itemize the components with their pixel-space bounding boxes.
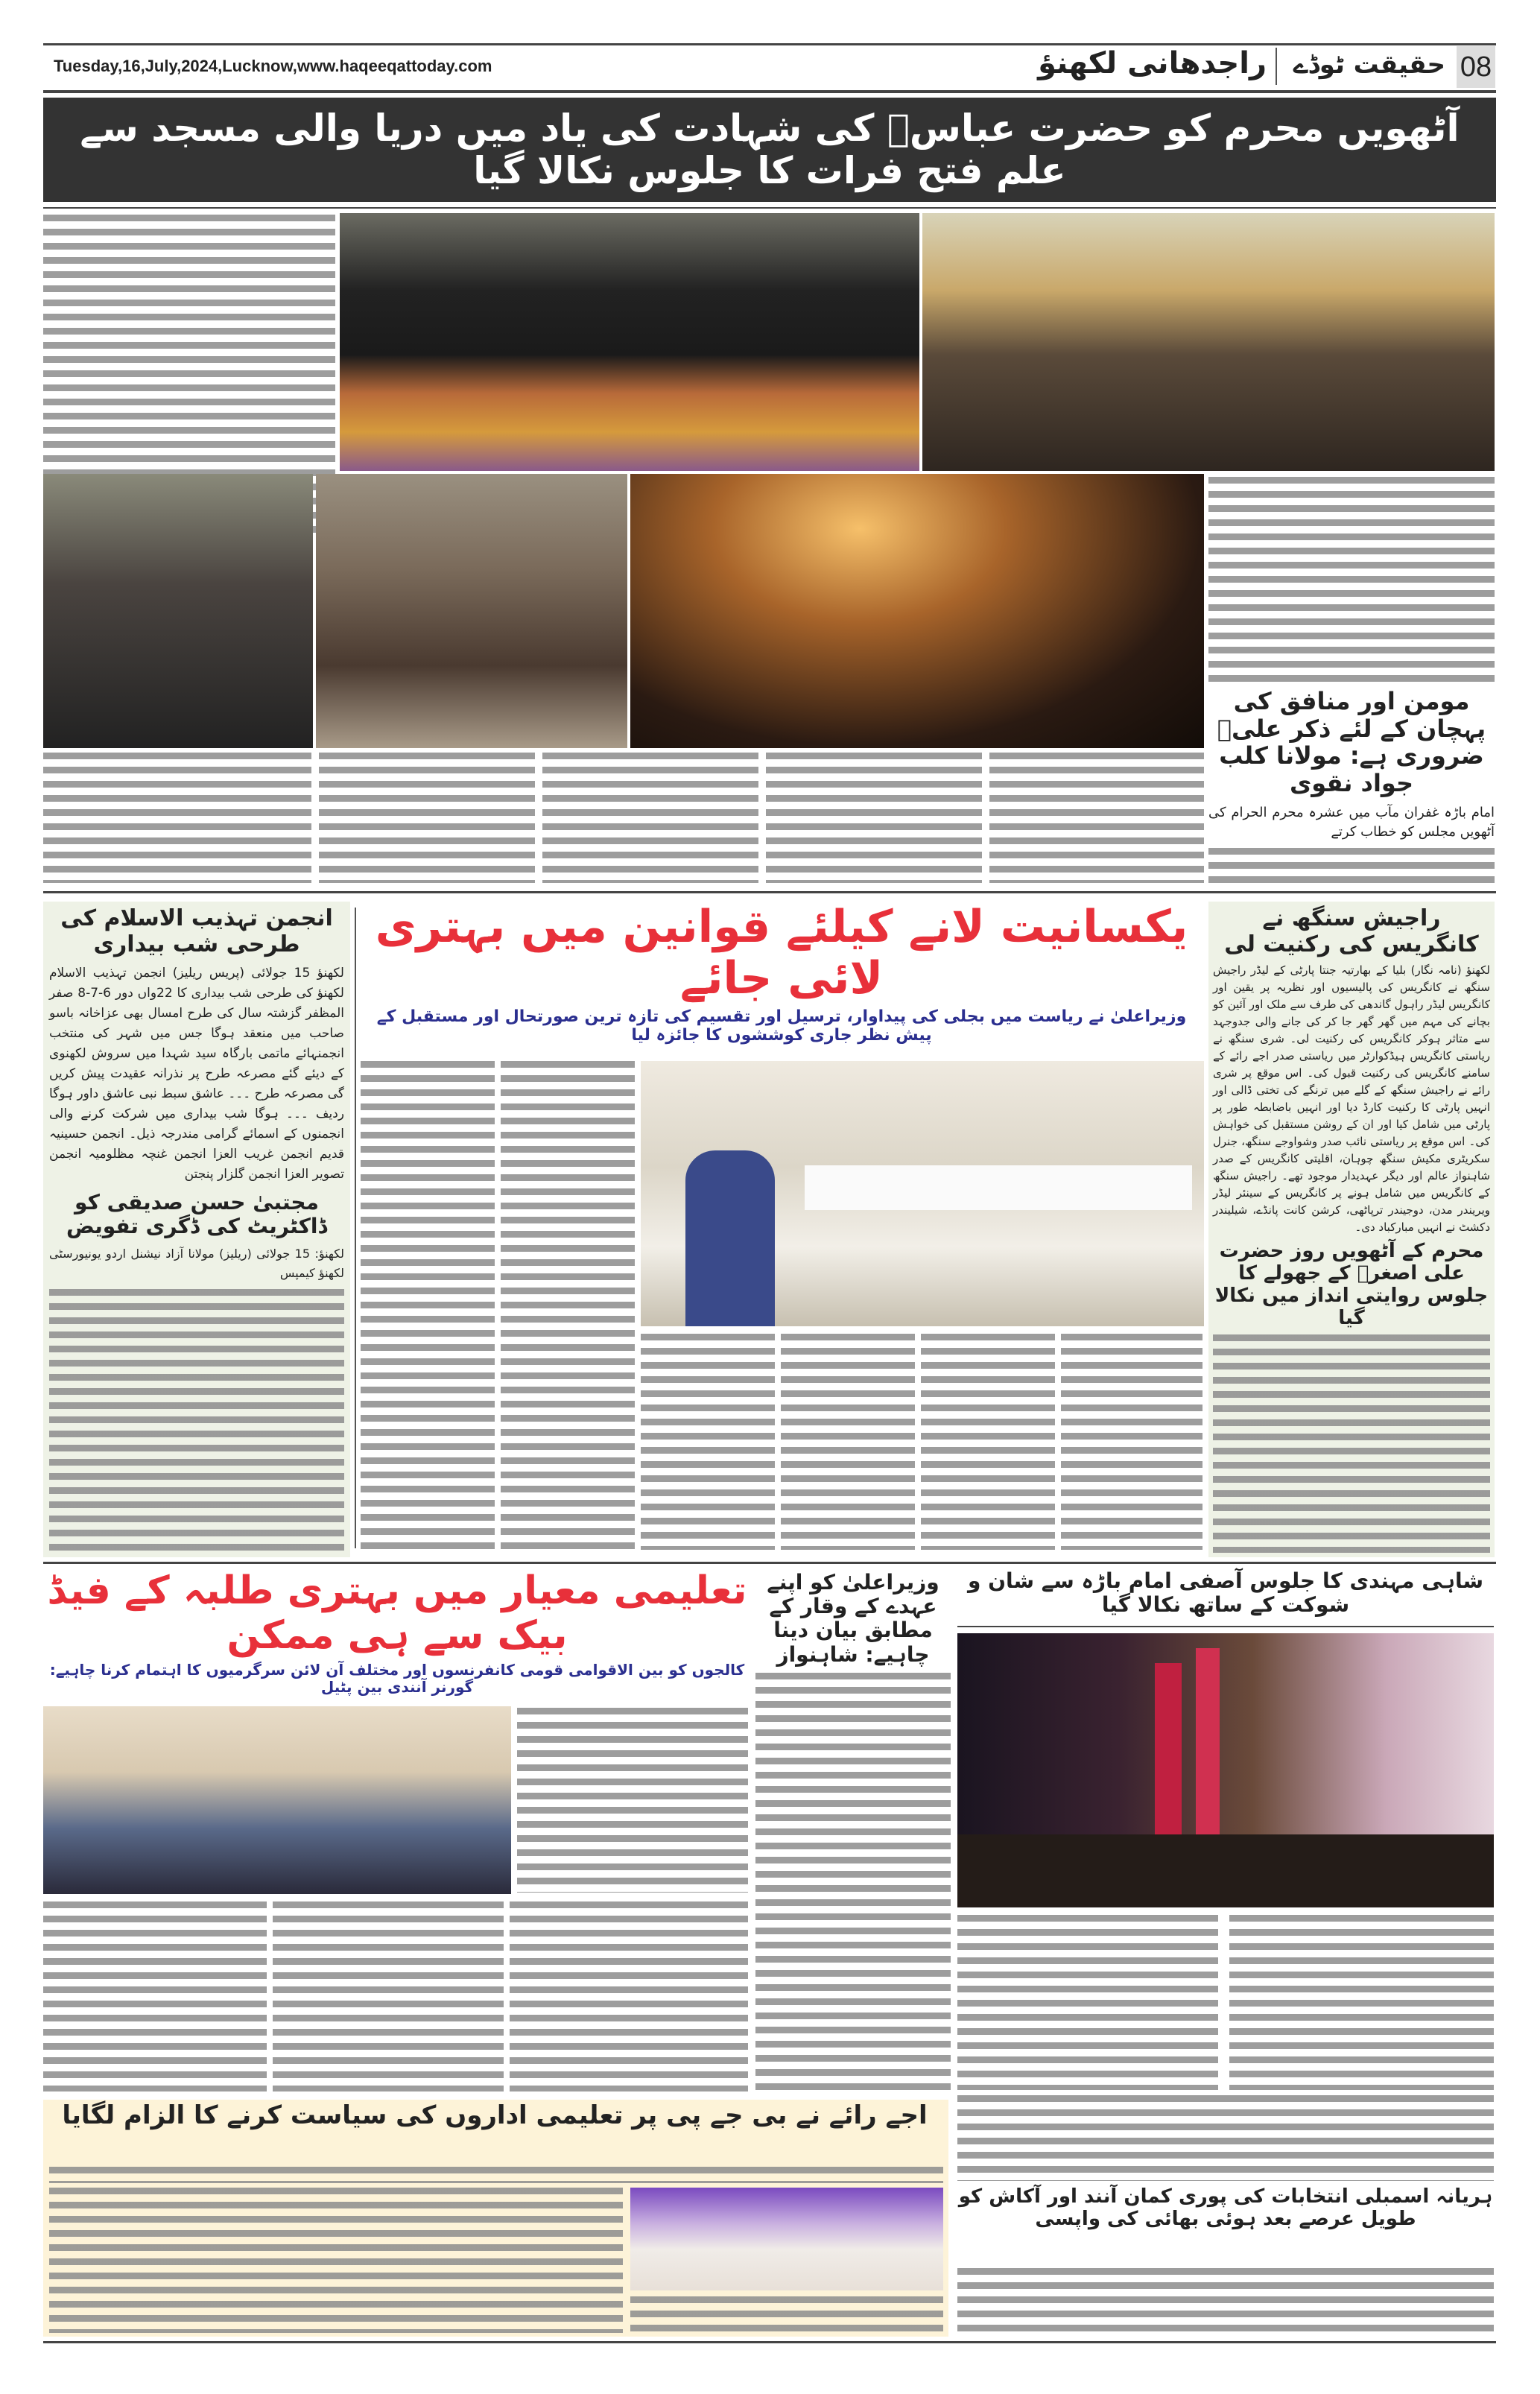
uniformity-text-col-5 — [921, 1334, 1055, 1550]
uniformity-text-col-3 — [641, 1334, 775, 1550]
uniformity-text-col-4 — [781, 1334, 915, 1550]
anjuman-body: لکھنؤ 15 جولائی (پریس ریلیز) انجمن تہذیب الاسلام لکھنؤ کی طرحی شب بیداری کا 22واں دور 6-7-8 صفر المظفر گزشتہ سال کی طرح امسال بھی عزاخانہ باسو صاحب میں منعقد ہوگا جس میں شہر کی منتخب انجمنہائے ماتمی بارگاہ سید شہدا میں سروش لکھنوی کے دیئے گئے مصرعہ طرح پر نذرانہ عقیدت پیش کریں گی مصرعہ طرح ۔۔۔ عاشق سبط نبی عاشق داور ہوگا ردیف ۔۔۔ ہوگا شب بیداری میں شرکت کرنے والی انجمنوں کے اسمائے گرامی مندرجہ ذیل۔ انجمن حسینیہ قدیم انجمن غریب العزا انجمن غنچہ مظلومیہ انجمن تصویر العزا انجمن گلزار پنجتن — [49, 966, 344, 1182]
momin-text-top — [1208, 477, 1495, 682]
lead-text-col-1 — [43, 753, 311, 883]
photo-decoration — [1196, 1648, 1220, 1849]
photo-decoration — [1155, 1663, 1182, 1857]
photo-mourners — [340, 213, 919, 471]
lead-headline-band — [43, 98, 1496, 202]
shahi-text-bottom — [957, 2095, 1494, 2181]
photo-alam-crowd — [630, 474, 1204, 748]
lead-text-col-5 — [989, 753, 1204, 883]
dateline: Tuesday,16,July,2024,Lucknow,www.haqeeqattoday.com — [54, 57, 492, 75]
lead-headline: آٹھویں محرم کو حضرت عباسؑ کی شہادت کی یاد میں دریا والی مسجد سے علم فتح فرات کا جلوس نکالا گیا — [80, 106, 1460, 192]
photo-matam — [316, 474, 627, 748]
education-text-top — [517, 1708, 748, 1893]
haryana-text — [957, 2268, 1494, 2335]
section-rule-2 — [43, 1562, 1496, 1564]
uniformity-text-col-2 — [501, 1061, 635, 1549]
photo-table — [805, 1165, 1192, 1210]
uniformity-text-col-1 — [361, 1061, 495, 1549]
mujtaba-first-line: لکھنؤ: 15 جولائی (ریلیز) مولانا آزاد نیشنل اردو یونیورسٹی لکھنؤ کیمپس — [49, 1247, 345, 1281]
ajay-rai-headline: اجے رائے نے بی جے پی پر تعلیمی اداروں کی سیاست کرنے کا الزام لگایا — [62, 2100, 928, 2130]
education-headline: تعلیمی معیار میں بہتری طلبہ کے فیڈ بیک سے ہی ممکن — [47, 1568, 747, 1658]
left-news-box — [43, 902, 350, 1557]
haryana-headline: ہریانہ اسمبلی انتخابات کی پوری کمان آنند اور آکاش کو طویل عرصے بعد ہوئی بھائی کی واپسی — [958, 2185, 1493, 2230]
rajesh-headline: راجیش سنگھ نے کانگریس کی رکنیت لی — [1224, 905, 1479, 957]
shahi-text-col-2 — [1229, 1915, 1494, 2090]
section-rule-1 — [43, 891, 1496, 893]
ajay-rai-text-top — [49, 2167, 943, 2183]
shahnawaz-text — [755, 1673, 951, 2092]
column-divider — [355, 908, 356, 1548]
uniformity-text-col-6 — [1061, 1334, 1202, 1550]
photo-shahi-mehndi — [957, 1633, 1494, 1907]
momin-text-bottom — [1208, 848, 1495, 884]
photo-person — [685, 1150, 775, 1326]
education-text-col-1 — [43, 1901, 267, 2091]
rajesh-body: لکھنؤ (نامہ نگار) بلیا کے بھارتیہ جنتا پارٹی کے لیڈر راجیش سنگھ نے کانگریس کی پالیسیوں اور نظریہ پر یقین اور کانگریس لیڈر راہول گاندھی کی طرف سے ملک اور آئین کو بچانے کی مہم میں گھر گھر جا کر کی جانے والی جدوجہد سے متاثر ہوکر کانگریس کی رکنیت لی۔ شری سنگھ نے ریاستی کانگریس ہیڈکوارٹر میں ریاستی صدر اجے رائے کے سامنے کانگریس کی رکنیت قبول کی۔ اس موقع پر شری رائے نے راجیش سنگھ کے گلے میں ترنگے کی تختی ڈالی اور انہیں پارٹی کا رکنیت کارڈ دیا اور انہیں باضابطہ طور پر پارٹی میں شامل کیا اور ان کے روشن مستقبل کی خواہش کی۔ اس موقع پر ریاستی نائب صدر وشواوجے سنگھ، جنرل سکریٹری مکیش سنگھ چوہان، اقلیتی کانگریس کے صدر شاہنواز عالم اور دیگر عہدیدار موجود تھے۔ راجیش سنگھ کے کانگریس میں شامل ہونے پر کانگریس کے سینئر لیڈر ویریندر مدن، دوجیندر ترپاٹھی، کرشن کانت پانڈے، شیلیندر دکشٹ نے انہیں مبارکباد دی۔ — [1213, 963, 1490, 1234]
uniformity-heading-block — [361, 902, 1202, 1057]
photo-cm-meeting — [641, 1061, 1204, 1326]
shahi-rule — [957, 1626, 1494, 1627]
photo-crowd — [957, 1834, 1494, 1907]
momin-first-line: امام باڑہ غفران مآب میں عشرہ محرم الحرام کی آٹھویں مجلس کو خطاب کرتے — [1208, 805, 1495, 840]
education-subhead: کالجوں کو بین الاقوامی قومی کانفرنسوں اور مختلف آن لائن سرگرمیوں کا اہتمام کرنا چاہیے: گورنر آنندی بین پٹیل — [49, 1660, 745, 1696]
photo-governor-event — [43, 1706, 511, 1894]
header-divider — [1276, 48, 1277, 85]
page-number: 08 — [1457, 46, 1495, 88]
shahi-mehndi-headline: شاہی مہندی کا جلوس آصفی امام باڑہ سے شان و شوکت کے ساتھ نکالا گیا — [967, 1568, 1484, 1618]
anjuman-headline: انجمن تہذیب الاسلام کی طرحی شب بیداری — [60, 905, 333, 957]
ajay-rai-text-bottom — [630, 2296, 943, 2334]
lead-rule — [43, 207, 1496, 209]
momin-headline: مومن اور منافق کی پہچان کے لئے ذکر علیؑ ضروری ہے: مولانا کلب جواد نقوی — [1217, 686, 1486, 798]
momin-column — [1208, 477, 1495, 884]
right-news-box — [1208, 902, 1495, 1557]
ali-asghar-headline: محرم کے آٹھویں روز حضرت علی اصغرؑ کے جھولے کا جلوس روایتی انداز میں نکالا گیا — [1214, 1240, 1489, 1329]
lead-text-col-4 — [766, 753, 982, 883]
education-text-col-2 — [273, 1901, 504, 2091]
shahi-text-col-1 — [957, 1915, 1218, 2090]
education-heading-block — [43, 1569, 751, 1702]
header-rule — [43, 90, 1496, 93]
paper-name: حقیقت ٹوڈے — [1293, 50, 1445, 80]
education-text-col-3 — [510, 1901, 748, 2091]
ali-asghar-text — [1213, 1334, 1490, 1553]
uniformity-subhead: وزیراعلیٰ نے ریاست میں بجلی کی پیداوار، ترسیل اور تقسیم کی تازہ ترین صورتحال اور مستقبل کے پیش نظر جاری کوششوں کا جائزہ لیا — [376, 1007, 1187, 1045]
lead-text-col-2 — [319, 753, 535, 883]
photo-procession-street — [43, 474, 313, 748]
lead-text-col-3 — [542, 753, 758, 883]
shahnawaz-headline: وزیراعلیٰ کو اپنے عہدے کے وقار کے مطابق بیان دینا چاہیے: شاہنواز — [767, 1570, 939, 1667]
shahnawaz-column — [755, 1571, 951, 2092]
mujtaba-headline: مجتبیٰ حسن صدیقی کو ڈاکٹریٹ کی ڈگری تفویض — [66, 1190, 327, 1239]
ajay-rai-text — [49, 2188, 623, 2333]
top-rule — [43, 43, 1496, 45]
photo-press-conference — [630, 2188, 943, 2290]
bottom-rule — [43, 2341, 1496, 2343]
photo-majlis-hall — [922, 213, 1495, 471]
uniformity-headline: یکسانیت لانے کیلئے قوانین میں بہتری لائی جائے — [375, 901, 1188, 1004]
mujtaba-text — [49, 1289, 344, 1553]
section-title: راجدھانی لکھنؤ — [1038, 46, 1267, 80]
